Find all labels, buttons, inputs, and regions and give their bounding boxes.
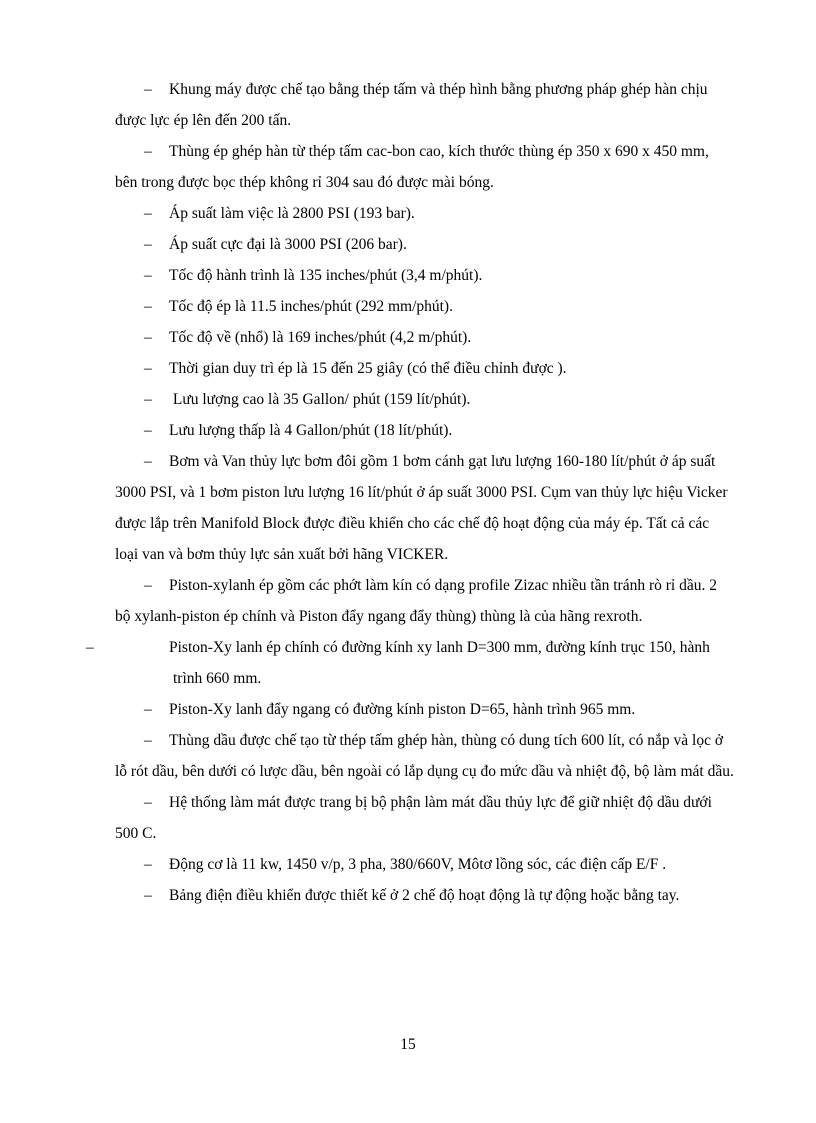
list-item xyxy=(115,136,735,198)
bullet-dash: – xyxy=(144,453,152,470)
list-item-text: Piston-Xy lanh đẩy ngang có đường kính piston D=65, hành trình 965 mm. xyxy=(169,701,636,718)
list-item xyxy=(115,384,735,415)
bullet-dash: – xyxy=(144,701,152,718)
list-item-text: Hệ thống làm mát được trang bị bộ phận làm mát dầu thủy lực để giữ nhiệt độ dầu dưới 500 C. xyxy=(115,794,712,842)
bullet-dash: – xyxy=(144,794,152,811)
bullet-dash: – xyxy=(144,143,152,160)
list-item xyxy=(86,632,735,694)
list-item xyxy=(115,291,735,322)
bullet-dash: – xyxy=(144,887,152,904)
list-item xyxy=(115,198,735,229)
list-item xyxy=(115,570,735,632)
bullet-dash: – xyxy=(144,856,152,873)
bullet-dash: – xyxy=(86,639,94,656)
list-item xyxy=(115,322,735,353)
list-item-text: Thùng dầu được chế tạo từ thép tấm ghép hàn, thùng có dung tích 600 lít, có nắp và lọc ở lỗ rót dầu, bên dưới có lược dầu, bên ngoài có lắp dụng cụ đo mức dầu và nhiệt độ, bộ làm mát dầu. xyxy=(115,732,734,780)
list-item xyxy=(115,229,735,260)
list-item-text: Thời gian duy trì ép là 15 đến 25 giây (có thể điều chỉnh được ). xyxy=(169,360,567,377)
bullet-dash: – xyxy=(144,298,152,315)
list-item xyxy=(115,260,735,291)
list-item-text: Piston-xylanh ép gồm các phớt làm kín có dạng profile Zizac nhiều tần tránh rò rỉ dầu. 2 bộ xylanh-piston ép chính và Piston đẩy ngang đẩy thùng) thùng là của hãng rexroth. xyxy=(115,577,717,625)
bullet-dash: – xyxy=(144,267,152,284)
bullet-dash: – xyxy=(144,391,152,408)
list-item-text: Áp suất làm việc là 2800 PSI (193 bar). xyxy=(169,205,415,222)
list-item-text: Thùng ép ghép hàn từ thép tấm cac-bon cao, kích thước thùng ép 350 x 690 x 450 mm, bên trong được bọc thép không rỉ 304 sau đó được mài bóng. xyxy=(115,143,709,191)
list-item-text: Piston-Xy lanh ép chính có đường kính xy lanh D=300 mm, đường kính trục 150, hành trình 660 mm. xyxy=(169,639,710,687)
list-item-text: Tốc độ về (nhổ) là 169 inches/phút (4,2 m/phút). xyxy=(169,329,472,346)
bullet-dash: – xyxy=(144,236,152,253)
list-item xyxy=(115,446,735,570)
bullet-dash: – xyxy=(144,732,152,749)
bullet-dash: – xyxy=(144,329,152,346)
list-item xyxy=(115,880,735,911)
list-item xyxy=(115,353,735,384)
list-item xyxy=(115,725,735,787)
list-item-text: Tốc độ ép là 11.5 inches/phút (292 mm/phút). xyxy=(169,298,453,315)
list-item xyxy=(115,849,735,880)
list-item-text: Áp suất cực đại là 3000 PSI (206 bar). xyxy=(169,236,407,253)
list-item xyxy=(115,74,735,136)
list-item-text: Bảng điện điều khiển được thiết kế ở 2 chế độ hoạt động là tự động hoặc bằng tay. xyxy=(169,887,680,904)
bullet-dash: – xyxy=(144,360,152,377)
page-number: 15 xyxy=(400,1036,416,1053)
list-item xyxy=(115,415,735,446)
list-item-text: Lưu lượng cao là 35 Gallon/ phút (159 lít/phút). xyxy=(169,391,471,408)
bullet-dash: – xyxy=(144,577,152,594)
list-item-text: Động cơ là 11 kw, 1450 v/p, 3 pha, 380/660V, Môtơ lồng sóc, các điện cấp E/F . xyxy=(169,856,667,873)
spec-list xyxy=(86,74,735,911)
list-item-text: Lưu lượng thấp là 4 Gallon/phút (18 lít/phút). xyxy=(169,422,453,439)
list-item-text: Tốc độ hành trình là 135 inches/phút (3,4 m/phút). xyxy=(169,267,483,284)
list-item xyxy=(115,694,735,725)
bullet-dash: – xyxy=(144,205,152,222)
bullet-dash: – xyxy=(144,81,152,98)
list-item xyxy=(115,787,735,849)
list-item-text: Bơm và Van thủy lực bơm đôi gồm 1 bơm cánh gạt lưu lượng 160-180 lít/phút ở áp suất 3000 PSI, và 1 bơm piston lưu lượng 16 lít/phút ở áp suất 3000 PSI. Cụm van thủy lực hiệu Vicker được lắp trên Manifold Block được điều khiển cho các chế độ hoạt động của máy ép. Tất cả các loại van và bơm thủy lực sản xuất bởi hãng VICKER. xyxy=(115,453,728,563)
bullet-dash: – xyxy=(144,422,152,439)
list-item-text: Khung máy được chế tạo bằng thép tấm và thép hình bằng phương pháp ghép hàn chịu được lực ép lên đến 200 tấn. xyxy=(115,81,708,129)
